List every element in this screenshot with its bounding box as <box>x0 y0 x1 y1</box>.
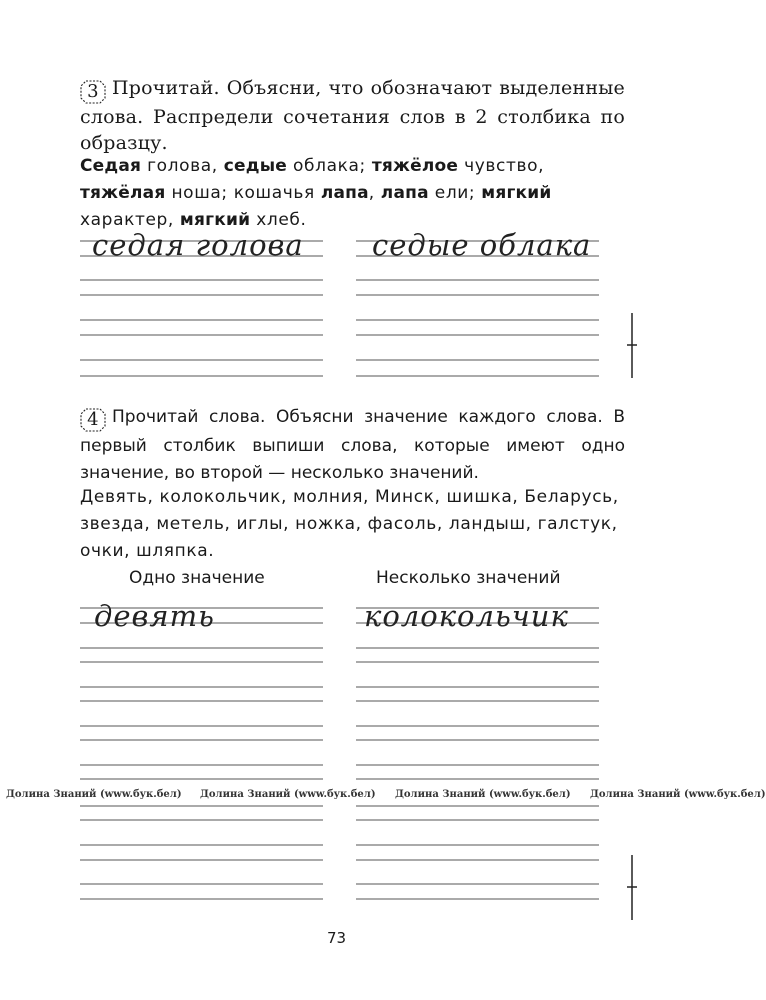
highlighted-word: лапа <box>380 183 429 203</box>
task-3-word-list <box>80 153 620 234</box>
highlighted-word: тяжёлое <box>371 156 459 176</box>
highlighted-word: седые <box>223 156 288 176</box>
task-3-instruction <box>80 75 625 156</box>
page-number: 73 <box>327 929 347 947</box>
highlighted-word: Седая <box>80 156 142 176</box>
plain-text: , <box>368 183 381 203</box>
margin-marks <box>627 313 637 920</box>
sample-one-meaning-handwriting: девять <box>94 599 215 633</box>
sample-several-meanings-handwriting: колокольчик <box>364 599 569 633</box>
plain-text: характер, <box>80 210 180 230</box>
plain-text: голова, <box>141 156 224 176</box>
highlighted-word: тяжёлая <box>80 183 166 203</box>
plain-text: чувство, <box>458 156 545 176</box>
highlighted-word: мягкий <box>179 210 251 230</box>
task-4-text: Прочитай слова. Объясни значение каждого слова. В первый столбик выпиши слова, которые имеют одно значение, во второй — несколько значений. <box>80 407 625 483</box>
task-4-instruction <box>80 403 625 486</box>
task-3-number-badge: 3 <box>80 80 106 104</box>
task-3-text: Прочитай. Объясни, что обозначают выделенные слова. Распредели сочетания слов в 2 столбика по образцу. <box>80 77 625 154</box>
plain-text: ноша; кошачья <box>165 183 321 203</box>
sample-left-handwriting: седая голова <box>92 228 304 262</box>
plain-text: хлеб. <box>250 210 307 230</box>
column-title-several-meanings: Несколько значений <box>376 568 561 588</box>
highlighted-word: лапа <box>320 183 369 203</box>
task-4-number-badge: 4 <box>80 408 106 432</box>
sample-right-handwriting: седые облака <box>372 228 592 262</box>
watermark-3: Долина Знаний (www.бук.бел) <box>395 789 571 800</box>
watermark-1: Долина Знаний (www.бук.бел) <box>6 789 182 800</box>
task-4-word-list: Девять, колокольчик, молния, Минск, шишка, Беларусь, звезда, метель, иглы, ножка, фасоль, ландыш, галстук, очки, шляпка. <box>80 487 619 561</box>
watermark-2: Долина Знаний (www.бук.бел) <box>200 789 376 800</box>
plain-text: ели; <box>428 183 482 203</box>
highlighted-word: мягкий <box>481 183 552 203</box>
watermark-4: Долина Знаний (www.бук.бел) <box>590 789 766 800</box>
column-title-one-meaning: Одно значение <box>129 568 265 588</box>
plain-text: облака; <box>287 156 372 176</box>
